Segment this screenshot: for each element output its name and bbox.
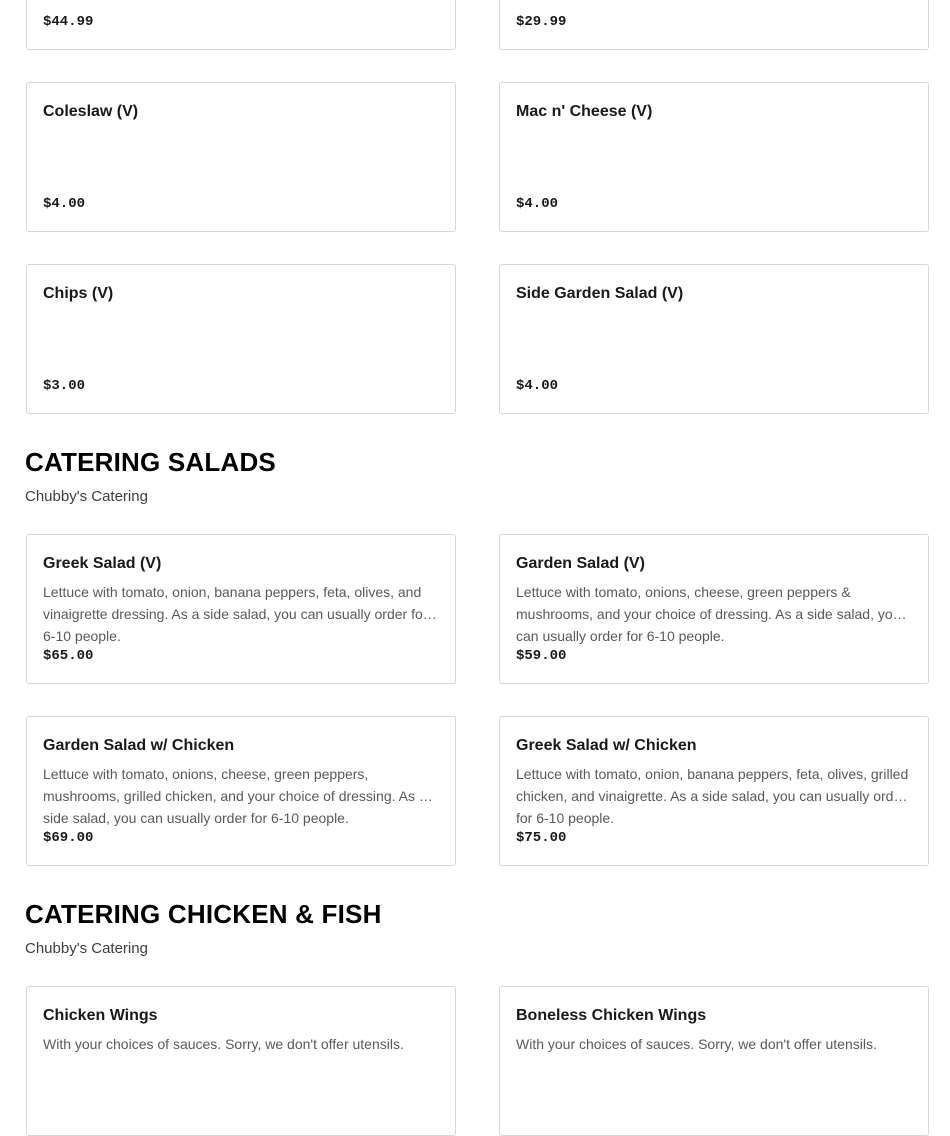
menu-item-card[interactable] [26, 264, 456, 414]
item-name: Side Garden Salad (V) [516, 285, 684, 302]
item-price: $59.00 [516, 648, 567, 664]
item-price: $3.00 [43, 378, 86, 394]
menu-item-card[interactable] [26, 0, 456, 50]
menu-item-card[interactable] [26, 82, 456, 232]
item-name: Mac n' Cheese (V) [516, 103, 653, 120]
item-price: $4.00 [516, 196, 559, 212]
section-subtitle-chicken-fish: Chubby's Catering [25, 940, 148, 957]
menu-item-card[interactable] [499, 986, 929, 1136]
item-name: Boneless Chicken Wings [516, 1007, 707, 1024]
item-description: Lettuce with tomato, onions, cheese, green peppers, mushrooms, grilled chicken, and your choice of dressing. As a side salad, you can usually order for 6-10 people. [43, 766, 427, 826]
item-price: $75.00 [516, 830, 567, 846]
item-price: $44.99 [43, 14, 94, 30]
item-description: Lettuce with tomato, onions, cheese, green peppers & mushrooms, and your choice of dressing. As a side salad, you can usually order for 6-10 people. [516, 584, 901, 644]
item-price: $4.00 [43, 196, 86, 212]
section-title-salads: CATERING SALADS [25, 447, 276, 477]
section-subtitle-salads: Chubby's Catering [25, 488, 148, 505]
menu-item-card[interactable] [499, 264, 929, 414]
section-title-chicken-fish: CATERING CHICKEN & FISH [25, 899, 382, 929]
menu-item-card[interactable] [499, 0, 929, 50]
menu-item-card[interactable] [26, 716, 456, 866]
item-description: With your choices of sauces. Sorry, we don't offer utensils. [43, 1036, 404, 1052]
item-description: Lettuce with tomato, onion, banana peppers, feta, olives, and vinaigrette dressing. As a side salad, you can usually order for 6-10 people. [43, 584, 428, 644]
menu-item-card[interactable] [499, 82, 929, 232]
item-name: Chicken Wings [43, 1007, 158, 1024]
item-price: $4.00 [516, 378, 559, 394]
item-name: Coleslaw (V) [43, 103, 139, 120]
item-description: With your choices of sauces. Sorry, we don't offer utensils. [516, 1036, 877, 1052]
item-price: $29.99 [516, 14, 567, 30]
item-price: $65.00 [43, 648, 94, 664]
menu-item-card[interactable] [26, 986, 456, 1136]
menu-item-card[interactable] [26, 534, 456, 684]
item-name: Greek Salad (V) [43, 555, 162, 572]
menu-item-card[interactable] [499, 716, 929, 866]
item-name: Garden Salad w/ Chicken [43, 737, 235, 754]
item-description: Lettuce with tomato, onion, banana peppers, feta, olives, grilled chicken, and vinaigrette. As a side salad, you can usually order for 6-10 people. [516, 766, 909, 826]
item-name: Greek Salad w/ Chicken [516, 737, 697, 754]
item-name: Garden Salad (V) [516, 555, 645, 572]
menu-item-card[interactable] [499, 534, 929, 684]
item-name: Chips (V) [43, 285, 114, 302]
item-price: $69.00 [43, 830, 94, 846]
